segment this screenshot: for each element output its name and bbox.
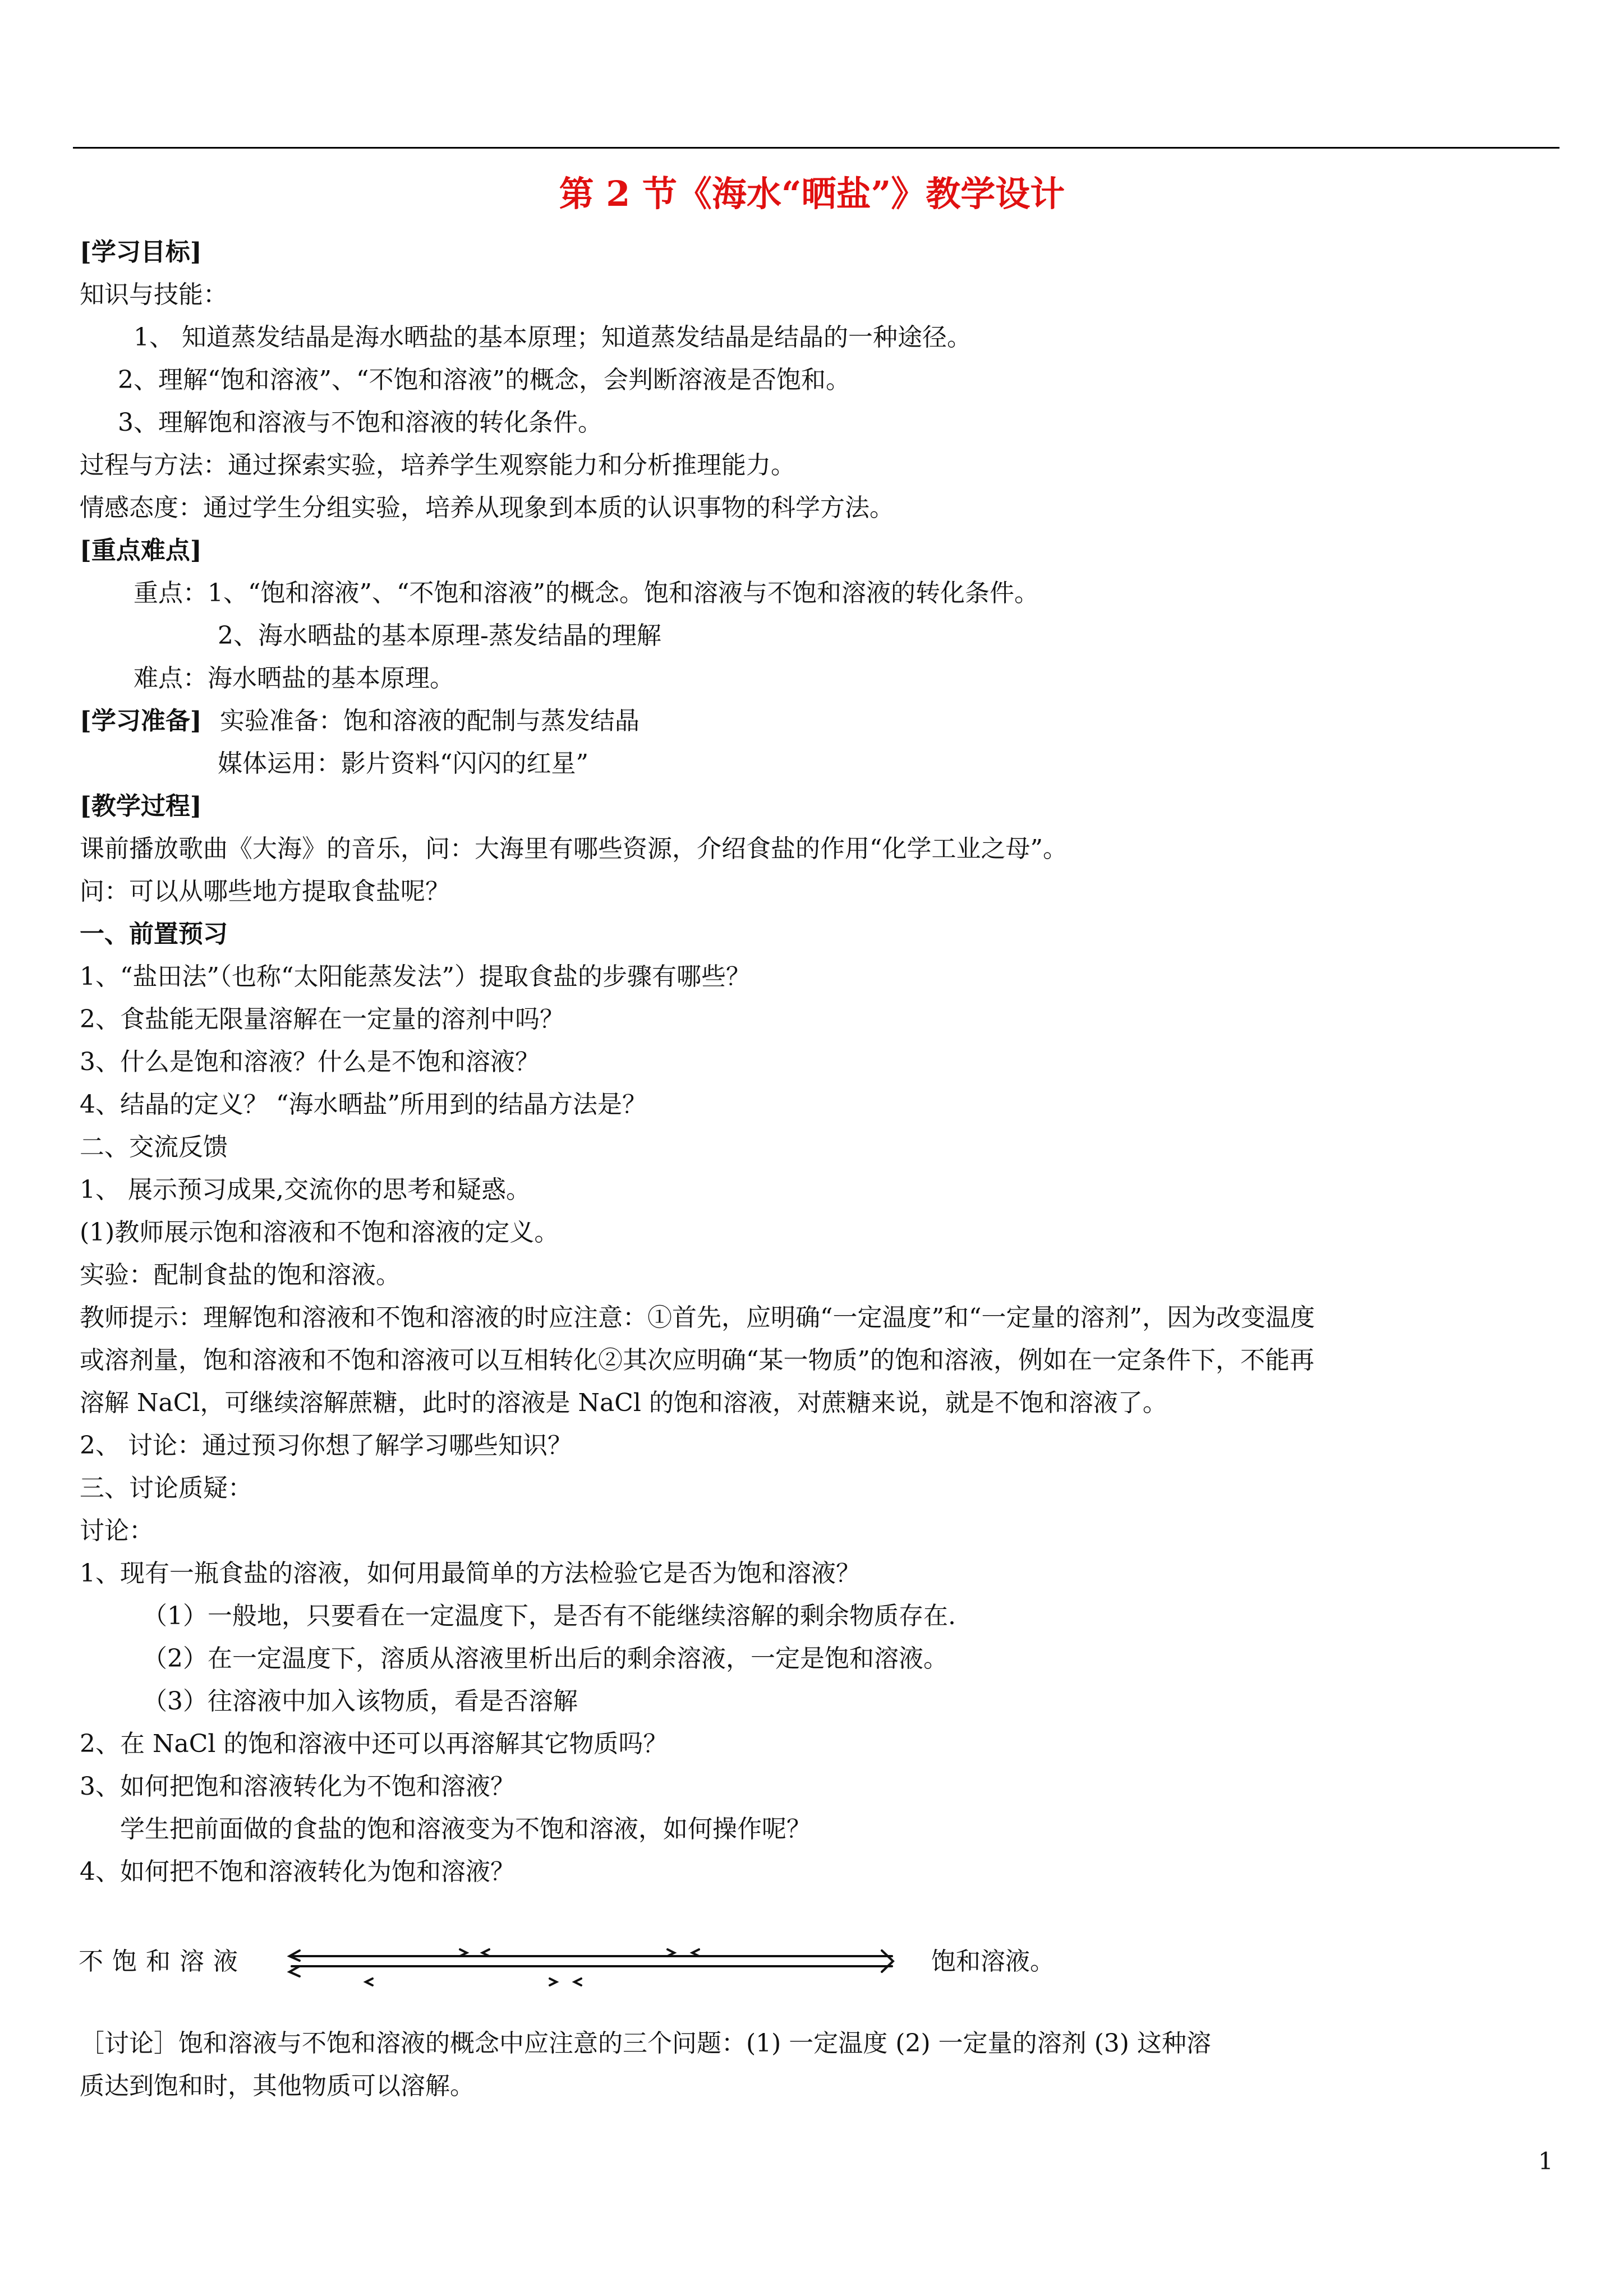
text-line: 质达到饱和时，其他物质可以溶解。 [80,2072,475,2100]
text-line: 2、理解“饱和溶液”、“不饱和溶液”的概念，会判断溶液是否饱和。 [118,366,850,394]
conversion-arrows [280,1939,903,1990]
text-line: 讨论： [80,1516,154,1545]
text-line: 实验准备：饱和溶液的配制与蒸发结晶 [220,707,640,735]
text-line: （3）往溶液中加入该物质，看是否溶解 [142,1687,578,1716]
heading-process: [教学过程] [80,792,202,820]
diagram-right-label: 饱和溶液。 [931,1947,1055,1976]
text-line: （2）在一定温度下，溶质从溶液里析出后的剩余溶液，一定是饱和溶液。 [142,1644,948,1673]
text-line: （1）一般地，只要看在一定温度下，是否有不能继续溶解的剩余物质存在. [142,1602,956,1630]
page-title: 第 2 节《海水“晒盐”》教学设计 [559,173,1065,214]
text-line: 溶解 NaCl，可继续溶解蔗糖，此时的溶液是 NaCl 的饱和溶液，对蔗糖来说，就是不饱和溶液了。 [80,1389,1167,1417]
heading-key-points: [重点难点] [80,536,202,565]
text-line: 2、食盐能无限量溶解在一定量的溶剂中吗？ [80,1005,564,1034]
text-line: 问：可以从哪些地方提取食盐呢？ [80,877,450,906]
diagram-left-label: 不饱和溶液 [79,1947,247,1976]
text-line: 3、理解饱和溶液与不饱和溶液的转化条件。 [118,408,602,437]
text-line: 难点：海水晒盐的基本原理。 [134,664,454,693]
text-line: 3、什么是饱和溶液？什么是不饱和溶液？ [80,1048,540,1076]
text-line: 或溶剂量，饱和溶液和不饱和溶液可以互相转化②其次应明确“某一物质”的饱和溶液，例如在一定条件下，不能再 [80,1346,1314,1375]
text-line: 1、 展示预习成果,交流你的思考和疑惑。 [80,1175,531,1204]
text-line: ［讨论］饱和溶液与不饱和溶液的概念中应注意的三个问题：(1) 一定温度 (2) 一定量的溶剂 (3) 这种溶 [80,2029,1211,2058]
text-line: 情感态度：通过学生分组实验，培养从现象到本质的认识事物的科学方法。 [80,494,894,522]
text-line: 过程与方法：通过探索实验，培养学生观察能力和分析推理能力。 [80,451,795,480]
text-line: 2、 讨论：通过预习你想了解学习哪些知识？ [80,1431,572,1460]
text-line: 学生把前面做的食盐的饱和溶液变为不饱和溶液，如何操作呢？ [120,1815,811,1843]
text-line: 实验：配制食盐的饱和溶液。 [80,1261,401,1289]
text-line: 重点：1、“饱和溶液”、“不饱和溶液”的概念。饱和溶液与不饱和溶液的转化条件。 [134,579,1039,607]
header-rule [73,147,1559,149]
text-line: 媒体运用：影片资料“闪闪的红星” [218,749,588,778]
page-number: 1 [1538,2147,1553,2175]
text-line: 教师提示：理解饱和溶液和不饱和溶液的时应注意：①首先，应明确“一定温度”和“一定量的溶剂”，因为改变温度 [80,1303,1315,1332]
heading-objectives: [学习目标] [80,238,202,266]
text-line: 二、交流反馈 [80,1133,228,1161]
text-line: 3、如何把饱和溶液转化为不饱和溶液？ [80,1772,515,1801]
text-line: 三、讨论质疑： [80,1474,252,1502]
text-line: 1、“盐田法”（也称“太阳能蒸发法”）提取食盐的步骤有哪些？ [80,962,751,991]
text-line: 2、海水晒盐的基本原理-蒸发结晶的理解 [218,621,661,650]
text-line: 4、结晶的定义？ “海水晒盐”所用到的结晶方法是？ [80,1090,647,1119]
heading-preview: 一、前置预习 [80,920,228,948]
text-line: 4、如何把不饱和溶液转化为饱和溶液？ [80,1857,515,1886]
text-line: 2、在 NaCl 的饱和溶液中还可以再溶解其它物质吗？ [80,1730,668,1758]
double-arrow [289,1951,893,1976]
text-line: 1、 知道蒸发结晶是海水晒盐的基本原理；知道蒸发结晶是结晶的一种途径。 [134,323,972,352]
text-line: 1、现有一瓶食盐的溶液，如何用最简单的方法检验它是否为饱和溶液？ [80,1559,861,1588]
text-line: 课前播放歌曲《大海》的音乐，问：大海里有哪些资源，介绍食盐的作用“化学工业之母”。 [80,835,1068,863]
text-line: (1)教师展示饱和溶液和不饱和溶液的定义。 [80,1218,559,1247]
heading-preparation: [学习准备] [80,707,202,735]
text-line: 知识与技能： [80,280,228,309]
